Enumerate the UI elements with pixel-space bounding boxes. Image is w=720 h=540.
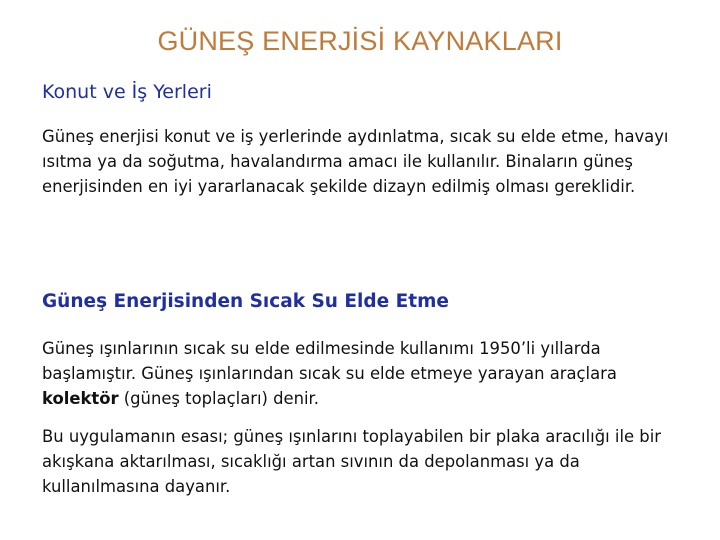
keyword-kolektor: kolektör bbox=[42, 389, 119, 408]
paragraph-konut: Güneş enerjisi konut ve iş yerlerinde aydınlatma, sıcak su elde etme, havayı ısıtma ya da soğutma, havalandırma amacı ile kullanılır. Binaların güneş enerjisinden en iyi yararlanacak şekilde dizayn edilmiş olması gereklidir. bbox=[42, 127, 669, 196]
paragraph-uygulama: Bu uygulamanın esası; güneş ışınlarını toplayabilen bir plaka aracılığı ile bir akışkana aktarılması, sıcaklığı artan sıvının da depolanması ya da kullanılmasına dayanır. bbox=[42, 427, 661, 496]
paragraph-text-before: Güneş ışınlarının sıcak su elde edilmesinde kullanımı 1950’li yıllarda başlamıştır. Güneş ışınlarından sıcak su elde etmeye yarayan araçlara bbox=[42, 339, 617, 383]
paragraph-text-after: (güneş toplaçları) denir. bbox=[118, 389, 320, 408]
section-heading-konut: Konut ve İş Yerleri bbox=[42, 81, 212, 103]
section-heading-sicak-su: Güneş Enerjisinden Sıcak Su Elde Etme bbox=[42, 291, 449, 312]
paragraph-sicak-su bbox=[42, 336, 692, 411]
slide-title: GÜNEŞ ENERJİSİ KAYNAKLARI bbox=[157, 26, 563, 56]
